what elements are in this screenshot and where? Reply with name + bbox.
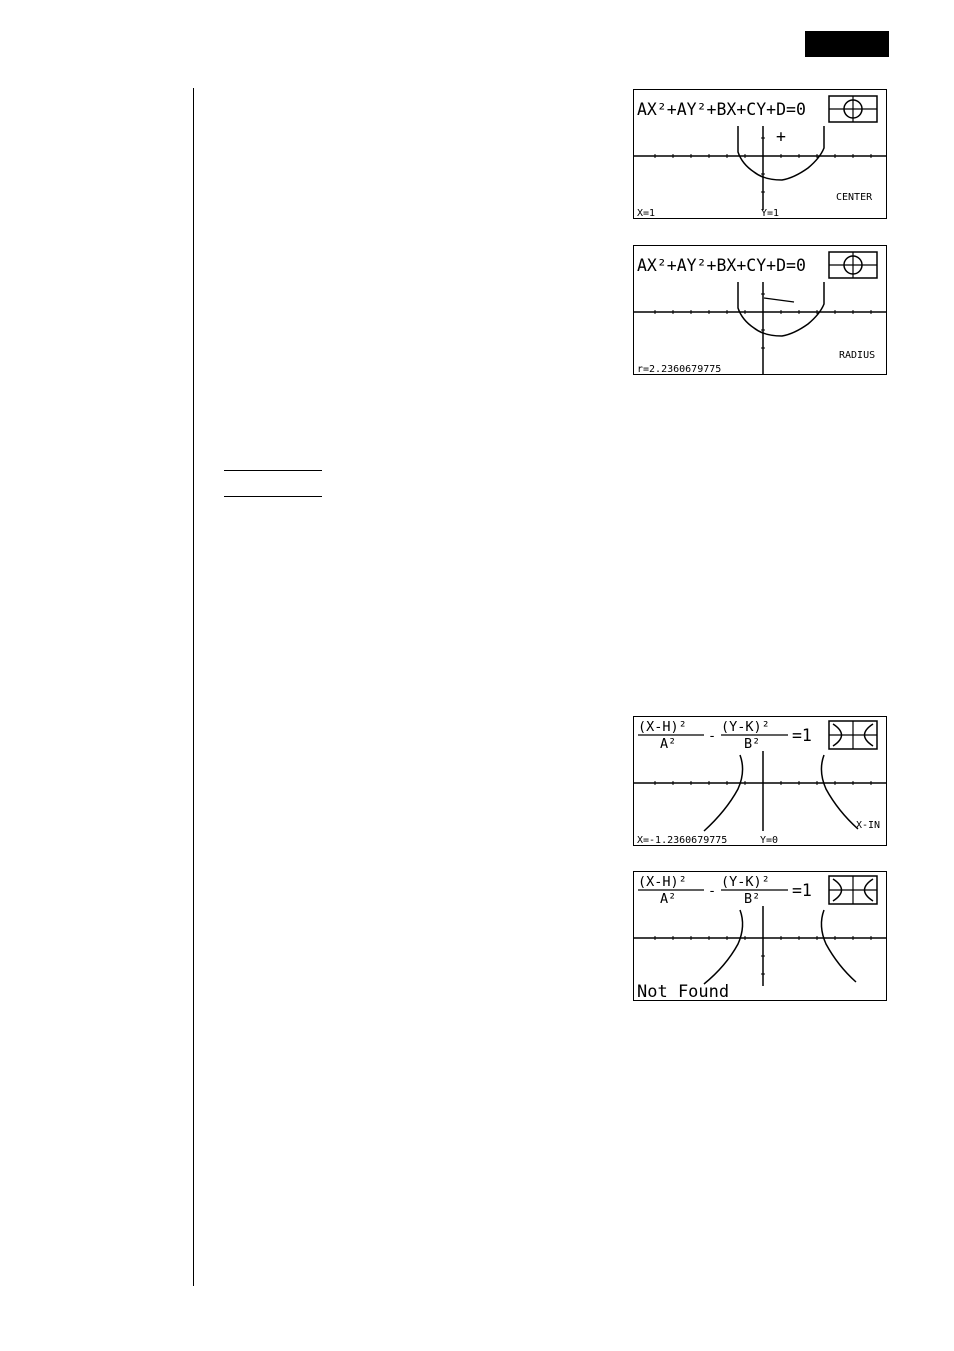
numerator-right: (Y-K)²: [721, 719, 770, 735]
screen-radius-graphic: [634, 246, 887, 375]
calculator-screen-radius: [633, 245, 887, 375]
hyperbola-left-branch: [704, 910, 743, 984]
numerator-left: (X-H)²: [638, 719, 687, 735]
x-readout: X=-1.2360679775: [637, 835, 728, 846]
hyperbola-right-branch: [821, 910, 856, 982]
denominator-left: A²: [660, 736, 677, 752]
circle-icon: [829, 252, 877, 278]
equals-one: =1: [792, 726, 812, 745]
hyperbola-equation: [638, 719, 812, 752]
page-tab-marker: [805, 31, 889, 57]
equation-text: AX²+AY²+BX+CY+D=0: [637, 256, 806, 275]
hyperbola-left-branch: [704, 755, 743, 831]
hyperbola-icon: [829, 721, 877, 749]
numerator-left: (X-H)²: [638, 874, 687, 890]
minus-sign: -: [708, 883, 717, 899]
mode-label: RADIUS: [839, 350, 876, 361]
margin-rule: [193, 88, 194, 1286]
equals-one: =1: [792, 881, 812, 900]
hyperbola-right-branch: [821, 755, 858, 829]
radius-readout: r=2.2360679775: [637, 364, 722, 375]
denominator-left: A²: [660, 891, 677, 907]
numerator-right: (Y-K)²: [721, 874, 770, 890]
cursor-marker: +: [776, 127, 786, 146]
mode-label: CENTER: [836, 192, 873, 203]
hyperbola-icon: [829, 876, 877, 904]
horizontal-rule-bottom: [224, 496, 322, 497]
y-readout: Y=0: [760, 835, 779, 846]
screen-center-graphic: [634, 90, 887, 219]
equation-text: AX²+AY²+BX+CY+D=0: [637, 100, 806, 119]
denominator-right: B²: [744, 891, 761, 907]
mode-label: X-IN: [856, 820, 881, 831]
denominator-right: B²: [744, 736, 761, 752]
circle-icon: [829, 96, 877, 122]
not-found-message: Not Found: [637, 982, 730, 1002]
calculator-screen-x-intercept: [633, 716, 887, 846]
horizontal-rule-top: [224, 470, 322, 471]
hyperbola-equation: [638, 874, 812, 907]
minus-sign: -: [708, 728, 717, 744]
y-readout: Y=1: [761, 208, 780, 219]
radius-line: [764, 298, 794, 302]
x-readout: X=1: [637, 208, 656, 219]
calculator-screen-not-found: [633, 871, 887, 1001]
circle-curve: [738, 282, 824, 336]
screen-x-intercept-graphic: [634, 717, 887, 846]
screen-not-found-graphic: [634, 872, 887, 1001]
calculator-screen-center: [633, 89, 887, 219]
graph-axes: [634, 751, 887, 831]
graph-axes: [634, 906, 887, 986]
